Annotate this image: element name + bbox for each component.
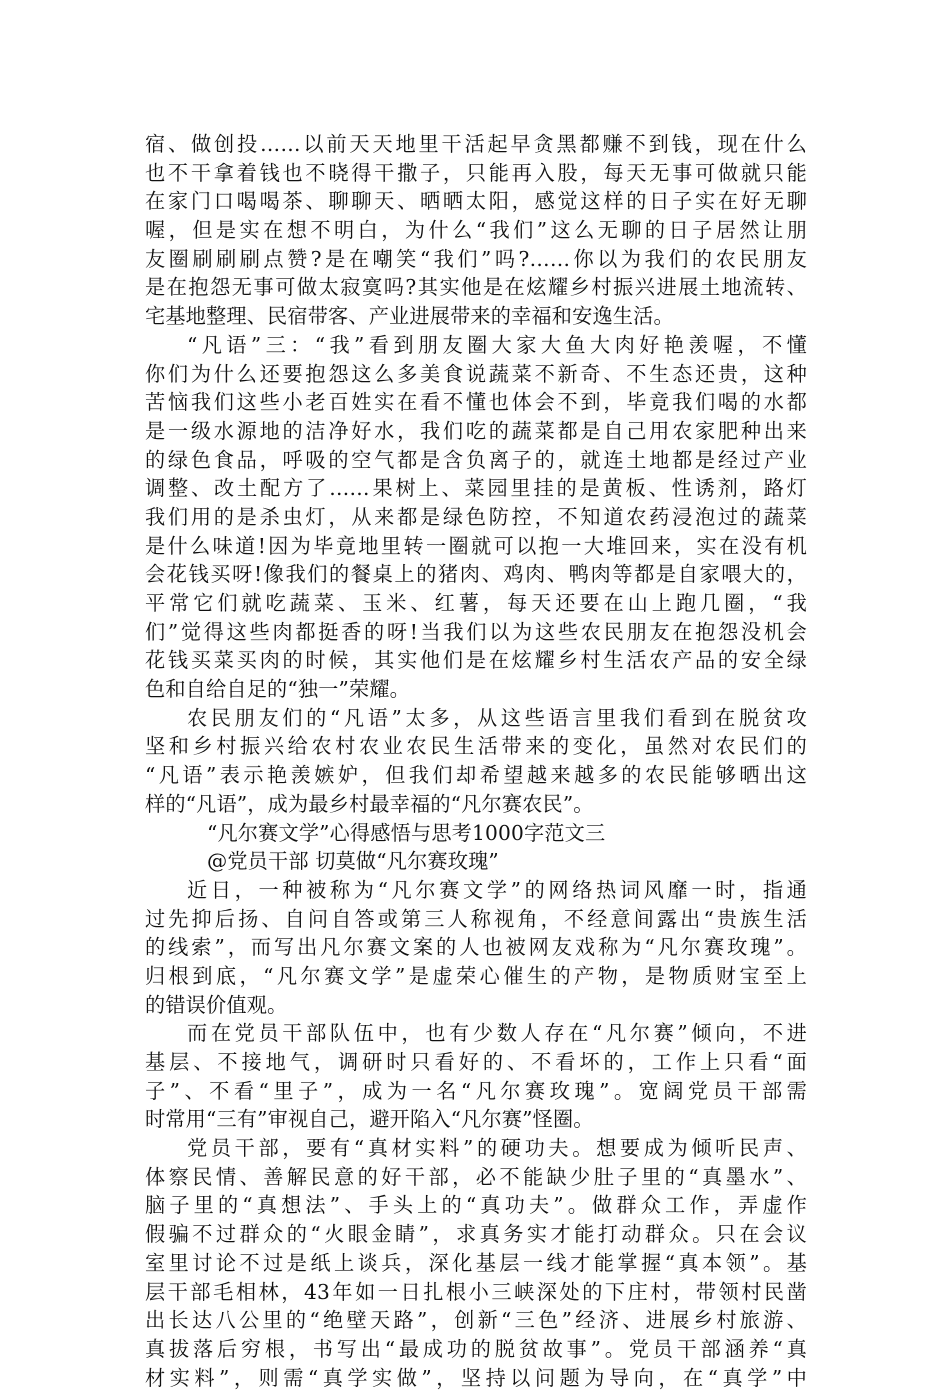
text-line: 花钱买菜买肉的时候，其实他们是在炫耀乡村生活农产品的安全绿 bbox=[145, 648, 807, 673]
paragraph-first-line: 而在党员干部队伍中，也有少数人存在“凡尔赛”倾向，不进 bbox=[187, 1021, 807, 1046]
text-line: 喔，但是实在想不明白，为什么“我们”这么无聊的日子居然让朋 bbox=[145, 218, 807, 243]
text-line: 假骗不过群众的“火眼金睛”，求真务实才能打动群众。只在会议 bbox=[145, 1222, 807, 1247]
text-line: 也不干拿着钱也不晓得干撒子，只能再入股，每天无事可做就只能 bbox=[145, 160, 807, 185]
text-line: 是什么味道!因为毕竟地里转一圈就可以抱一大堆回来，实在没有机 bbox=[145, 533, 807, 558]
section-subtitle: @党员干部 切莫做“凡尔赛玫瑰” bbox=[207, 849, 499, 874]
paragraph-first-line: 近日，一种被称为“凡尔赛文学”的网络热词风靡一时，指通 bbox=[187, 877, 807, 902]
text-line: 平常它们就吃蔬菜、玉米、红薯，每天还要在山上跑几圈，“我 bbox=[145, 591, 807, 615]
text-line: 材实料”，则需“真学实做”，坚持以问题为导向，在“真学”中 bbox=[145, 1365, 807, 1390]
text-line: 归根到底，“凡尔赛文学”是虚荣心催生的产物，是物质财宝至上 bbox=[145, 963, 807, 988]
text-line: 子”、不看“里子”，成为一名“凡尔赛玫瑰”。宽阔党员干部需 bbox=[145, 1078, 807, 1103]
text-line: “凡语”表示艳羡嫉妒，但我们却希望越来越多的农民能够晒出这 bbox=[145, 763, 807, 788]
text-line: 宿、做创投……以前天天地里干活起早贪黑都赚不到钱，现在什么 bbox=[145, 132, 807, 156]
text-line: 真拔落后穷根，书写出“最成功的脱贫故事”。党员干部涵养“真 bbox=[145, 1336, 807, 1361]
text-line: 层干部毛相林，43年如一日扎根小三峡深处的下庄村，带领村民凿 bbox=[145, 1279, 807, 1304]
text-line: 基层、不接地气，调研时只看好的、不看坏的，工作上只看“面 bbox=[145, 1050, 807, 1074]
text-line: 在家门口喝喝茶、聊聊天、晒晒太阳，感觉这样的日子实在好无聊 bbox=[145, 189, 807, 214]
text-line: 样的“凡语”，成为最乡村最幸福的“凡尔赛农民”。 bbox=[145, 791, 594, 816]
text-line: 时常用“三有”审视自己，避开陷入“凡尔赛”怪圈。 bbox=[145, 1107, 594, 1132]
text-line: 出长达八公里的“绝壁天路”，创新“三色”经济、进展乡村旅游、 bbox=[145, 1308, 807, 1333]
text-line: 是一级水源地的洁净好水，我们吃的蔬菜都是自己用农家肥种出来 bbox=[145, 418, 807, 443]
text-line: 色和自给自足的“独一”荣耀。 bbox=[145, 677, 410, 702]
text-line: 你们为什么还要抱怨这么多美食说蔬菜不新奇、不生态还贵，这种 bbox=[145, 361, 807, 386]
text-line: 是在抱怨无事可做太寂寞吗?其实他是在炫耀乡村振兴进展土地流转、 bbox=[145, 275, 807, 300]
text-line: 会花钱买呀!像我们的餐桌上的猪肉、鸡肉、鸭肉等都是自家喂大的， bbox=[145, 562, 807, 587]
paragraph-first-line: 党员干部，要有“真材实料”的硬功夫。想要成为倾听民声、 bbox=[187, 1136, 807, 1161]
section-title: “凡尔赛文学”心得感悟与思考1000字范文三 bbox=[207, 820, 606, 845]
text-line: 体察民情、善解民意的好干部，必不能缺少肚子里的“真墨水”、 bbox=[145, 1164, 807, 1189]
paragraph-first-line: 农民朋友们的“凡语”太多，从这些语言里我们看到在脱贫攻 bbox=[187, 705, 807, 730]
text-line: 友圈刷刷刷点赞?是在嘲笑“我们”吗?……你以为我们的农民朋友 bbox=[145, 246, 807, 271]
paragraph-first-line: “凡语”三：“我”看到朋友圈大家大鱼大肉好艳羡喔，不懂 bbox=[187, 332, 807, 357]
text-line: 的错误价值观。 bbox=[145, 992, 288, 1017]
text-line: 坚和乡村振兴给农村农业农民生活带来的变化，虽然对农民们的 bbox=[145, 734, 807, 759]
text-line: 们”觉得这些肉都挺香的呀!当我们以为这些农民朋友在抱怨没机会 bbox=[145, 619, 807, 644]
text-line: 的绿色食品，呼吸的空气都是含负离子的，就连土地都是经过产业 bbox=[145, 447, 807, 472]
text-line: 的线索”，而写出凡尔赛文案的人也被网友戏称为“凡尔赛玫瑰”。 bbox=[145, 935, 807, 960]
text-line: 调整、改土配方了……果树上、菜园里挂的是黄板、性诱剂，路灯 bbox=[145, 476, 807, 501]
text-line: 宅基地整理、民宿带客、产业进展带来的幸福和安逸生活。 bbox=[145, 304, 674, 329]
text-line: 脑子里的“真想法”、手头上的“真功夫”。做群众工作，弄虚作 bbox=[145, 1193, 807, 1218]
document-body bbox=[145, 130, 807, 1392]
text-line: 苦恼我们这些小老百姓实在看不懂也体会不到，毕竟我们喝的水都 bbox=[145, 390, 807, 415]
text-line: 我们用的是杀虫灯，从来都是绿色防控，不知道农药浸泡过的蔬菜 bbox=[145, 504, 807, 529]
text-line: 过先抑后扬、自问自答或第三人称视角，不经意间露出“贵族生活 bbox=[145, 906, 807, 931]
text-line: 室里讨论不过是纸上谈兵，深化基层一线才能掌握“真本领”。基 bbox=[145, 1250, 807, 1275]
